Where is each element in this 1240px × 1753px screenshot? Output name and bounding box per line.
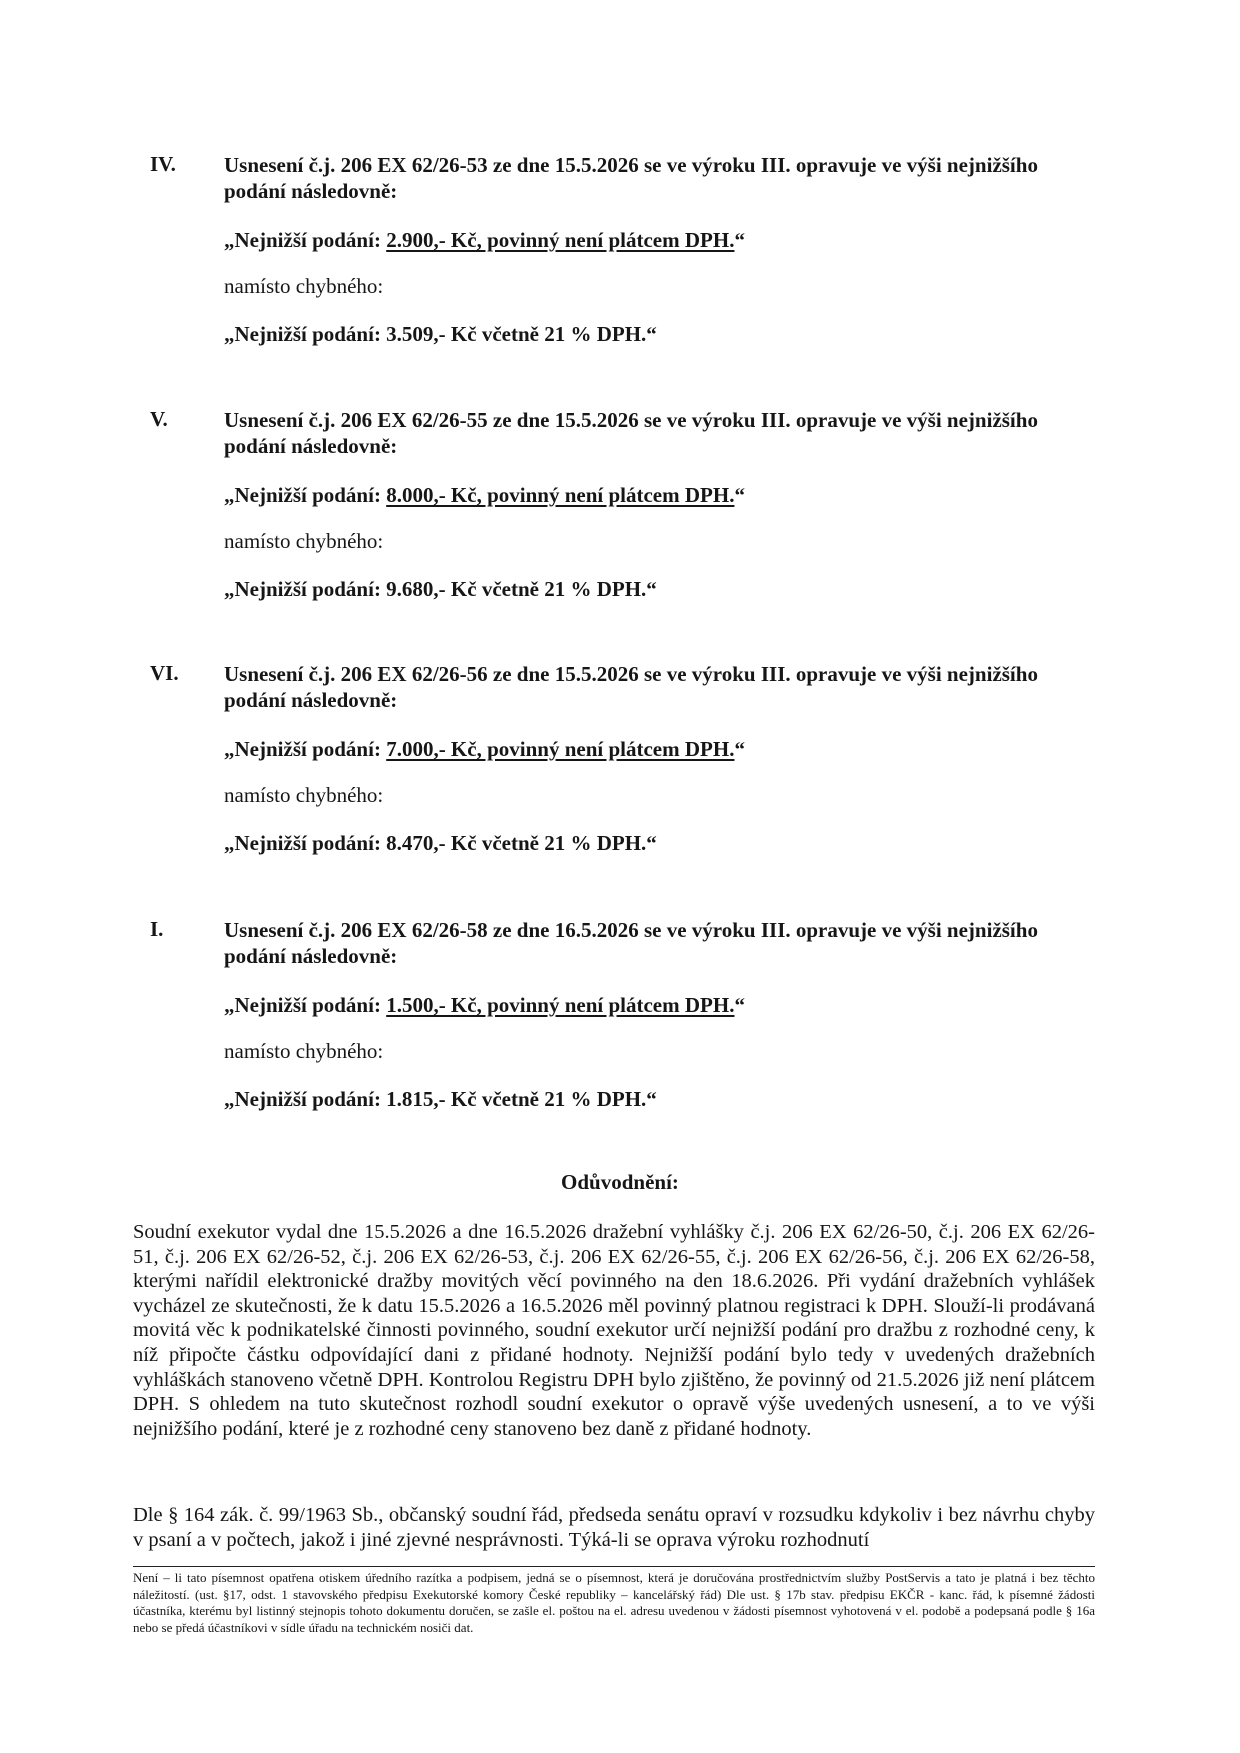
correct-prefix: „Nejnižší podání: (224, 737, 387, 761)
correct-prefix: „Nejnižší podání: (224, 993, 387, 1017)
correct-underlined: 7.000,- Kč, povinný není plátcem DPH. (386, 737, 735, 761)
correct-suffix: “ (734, 483, 745, 507)
footnote: Není – li tato písemnost opatřena otiskem úředního razítka a podpisem, jedná se o písemnost, která je doručována prostřednictvím služby PostServis a tato je platná i bez těchto náležitostí. (ust. §17, odst. 1 stavovského předpisu Exekutorské komory České republiky – kancelářský řád) Dle ust. § 17b stav. předpisu EKČR - kanc. řád, k písemné žádosti účastníka, kterému byl listinný stejnopis tohoto dokumentu doručen, se zašle el. poštou na el. adresu uvedenou v žádosti písemnost vyhotovená v el. podobě a podepsaná podle § 16a nebo se předá účastníkovi v sídle úřadu na technickém nosiči dat. (133, 1570, 1095, 1635)
item-heading: Usnesení č.j. 206 EX 62/26-55 ze dne 15.5.2026 se ve výroku III. opravuje ve výši nejnižšího podání následovně: (224, 408, 1038, 458)
correct-prefix: „Nejnižší podání: (224, 228, 387, 252)
reasoning-paragraph: Soudní exekutor vydal dne 15.5.2026 a dne 16.5.2026 dražební vyhlášky č.j. 206 EX 62/26-50, č.j. 206 EX 62/26-51, č.j. 206 EX 62/26-52, č.j. 206 EX 62/26-53, č.j. 206 EX 62/26-55, č.j. 206 EX 62/26-56, č.j. 206 EX 62/26-58, kterými nařídil elektronické dražby movitých věcí povinného na den 18.6.2026. Při vydání dražebních vyhlášek vycházel ze skutečnosti, že k datu 15.5.2026 a 16.5.2026 měl povinný platnou registraci k DPH. Slouží-li prodávaná movitá věc k podnikatelské činnosti povinného, soudní exekutor určí nejnižší podání pro dražbu z rozhodné ceny, k níž připočte částku odpovídající dani z přidané hodnoty. Nejnižší podání bylo tedy v uvedených dražebních vyhláškách stanoveno včetně DPH. Kontrolou Registru DPH bylo zjištěno, že povinný od 21.5.2026 již není plátcem DPH. S ohledem na tuto skutečnost rozhodl soudní exekutor o opravě výše uvedených usnesení, a to ve výši nejnižšího podání, které je z rozhodné ceny stanoveno bez daně z přidané hodnoty. (133, 1221, 1095, 1440)
correct-amount (224, 483, 745, 508)
item-numeral: V. (150, 407, 168, 431)
correct-amount (224, 737, 745, 762)
item-numeral: I. (150, 917, 164, 941)
instead-label: namísto chybného: (224, 783, 384, 807)
correct-underlined: 1.500,- Kč, povinný není plátcem DPH. (386, 993, 735, 1017)
item-heading: Usnesení č.j. 206 EX 62/26-56 ze dne 15.5.2026 se ve výroku III. opravuje ve výši nejnižšího podání následovně: (224, 662, 1038, 712)
correct-underlined: 2.900,- Kč, povinný není plátcem DPH. (386, 228, 735, 252)
item-numeral: VI. (150, 661, 179, 685)
instead-label: namísto chybného: (224, 1039, 384, 1063)
item-heading: Usnesení č.j. 206 EX 62/26-58 ze dne 16.5.2026 se ve výroku III. opravuje ve výši nejnižšího podání následovně: (224, 918, 1038, 968)
correct-suffix: “ (734, 228, 745, 252)
correct-suffix: “ (734, 737, 745, 761)
correct-amount (224, 228, 745, 253)
wrong-amount: „Nejnižší podání: 8.470,- Kč včetně 21 % DPH.“ (224, 831, 657, 855)
correct-prefix: „Nejnižší podání: (224, 483, 387, 507)
wrong-amount: „Nejnižší podání: 9.680,- Kč včetně 21 % DPH.“ (224, 577, 657, 601)
item-numeral: IV. (150, 152, 176, 176)
instead-label: namísto chybného: (224, 274, 384, 298)
instead-label: namísto chybného: (224, 529, 384, 553)
reasoning-title: Odůvodnění: (561, 1170, 679, 1194)
wrong-amount: „Nejnižší podání: 1.815,- Kč včetně 21 % DPH.“ (224, 1087, 657, 1111)
correct-underlined: 8.000,- Kč, povinný není plátcem DPH. (386, 483, 735, 507)
wrong-amount: „Nejnižší podání: 3.509,- Kč včetně 21 % DPH.“ (224, 322, 657, 346)
correct-suffix: “ (734, 993, 745, 1017)
item-heading: Usnesení č.j. 206 EX 62/26-53 ze dne 15.5.2026 se ve výroku III. opravuje ve výši nejnižšího podání následovně: (224, 153, 1038, 203)
footnote-divider (133, 1566, 1095, 1567)
correct-amount (224, 993, 745, 1018)
legal-paragraph: Dle § 164 zák. č. 99/1963 Sb., občanský soudní řád, předseda senátu opraví v rozsudku kdykoliv i bez návrhu chyby v psaní a v počtech, jakož i jiné zjevné nesprávnosti. Týká-li se oprava výroku rozhodnutí (133, 1504, 1095, 1551)
